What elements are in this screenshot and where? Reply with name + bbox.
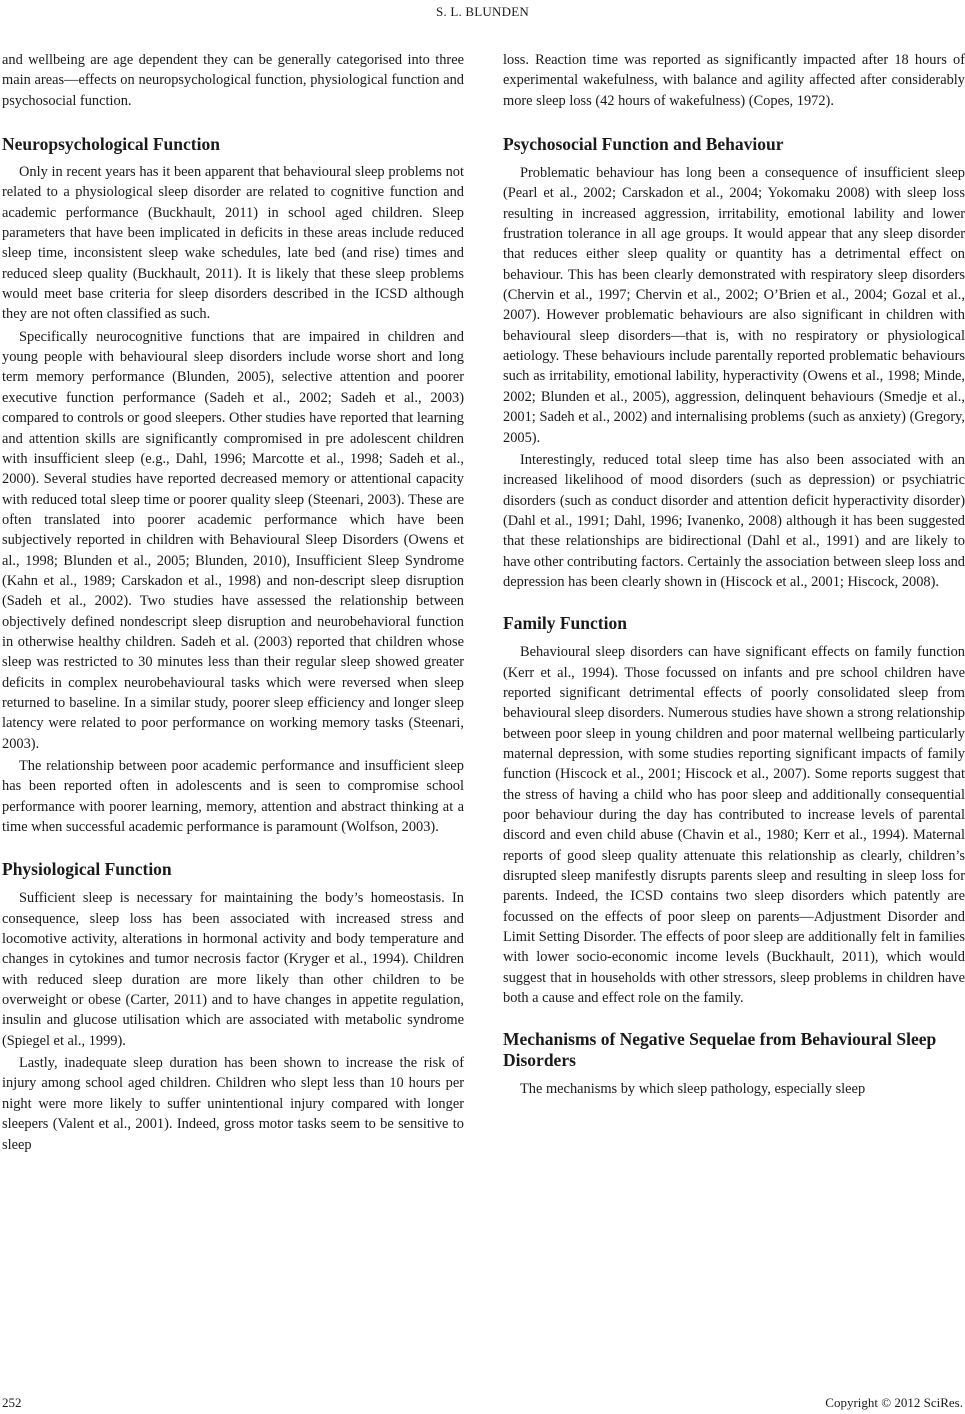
body-paragraph: The relationship between poor academic performance and insufficient sleep has been reported often in adolescents and is seen to compromise school performance with poorer learning, memory, attention and abstract thinking at a time when successful academic performance is paramount (Wolfson, 2003). (2, 758, 464, 836)
body-paragraph: Sufficient sleep is necessary for maintaining the body’s homeostasis. In consequence, sleep loss has been associated with increased stress and locomotive activity, alterations in hormonal activity and body temperature and changes in cytokines and tumor necrosis factor (Kryger et al., 1994). Children with reduced sleep duration are more likely than other children to be overweight or obese (Carter, 2011) and to have changes in appetite regulation, insulin and glucose utilisation which are associated with metabolic syndrome (Spiegel et al., 1999). (2, 890, 464, 1049)
section-heading-mechanisms: Mechanisms of Negative Sequelae from Behavioural Sleep Disorders (503, 1029, 937, 1071)
copyright-notice: Copyright © 2012 SciRes. (825, 1395, 963, 1410)
left-column (2, 50, 464, 1155)
body-paragraph: Interestingly, reduced total sleep time has also been associated with an increased likelihood of mood disorders (such as depression) or psychiatric disorders (such as conduct disorder and attention deficit hyperactivity disorder) (Dahl et al., 1991; Dahl, 1996; Ivanenko, 2008) although it has been suggested that these relationships are bidirectional (Dahl et al., 1991) and are likely to have other contributing factors. Certainly the association between sleep loss and depression has been clearly shown in (Hiscock et al., 2001; Hiscock, 2008). (503, 451, 965, 590)
body-paragraph: The mechanisms by which sleep pathology, especially sleep (520, 1081, 866, 1098)
section-heading-family: Family Function (503, 613, 627, 634)
body-paragraph: Behavioural sleep disorders can have significant effects on family function (Kerr et al., 1994). Those focussed on infants and pre school children have reported significant detrimental effects of poorly consolidated sleep from behavioural sleep disorders. Numerous studies have shown a strong relationship between poor sleep in young children and poor maternal wellbeing particularly maternal depression, with some studies reporting significant impacts of family function (Hiscock et al., 2001; Hiscock et al., 2007). Some reports suggest that the stress of having a child who has poor sleep and additionally consequential poor behaviour during the day has contributed to increase levels of parental discord and even child abuse (Chavin et al., 1980; Kerr et al., 1994). Maternal reports of good sleep quality attenuate this relationship as clearly, children’s disrupted sleep manifestly disrupts parents sleep and resulting in sleep loss for parents. Indeed, the ICSD contains two sleep disorders which patently are focussed on the effects of poor sleep on parents—Adjustment Disorder and Limit Setting Disorder. The effects of poor sleep are additionally felt in families with lower socio-economic income levels (Buckhault, 2011), which would suggest that in households with other stressors, sleep problems in children have both a cause and effect role on the family. (503, 644, 965, 1007)
section-heading-neuropsychological: Neuropsychological Function (2, 134, 220, 155)
running-head: S. L. BLUNDEN (436, 4, 529, 19)
section-heading-psychosocial: Psychosocial Function and Behaviour (503, 134, 784, 155)
continued-paragraph: and wellbeing are age dependent they can be generally categorised into three main areas—effects on neuropsychological function, physiological function and psychosocial function. (2, 52, 464, 109)
body-paragraph: Problematic behaviour has long been a consequence of insufficient sleep (Pearl et al., 2002; Carskadon et al., 2004; Yokomaku 2008) with sleep loss resulting in increased aggression, irritability, emotional lability and lower frustration tolerance in all age groups. It would appear that any sleep disorder that reduces either sleep quality or quantity has a detrimental effect on behaviour. This has been clearly demonstrated with respiratory sleep disorders (Chervin et al., 1997; Chervin et al., 2002; O’Brien et al., 2004; Gozal et al., 2007). However problematic behaviours are also significant in children with behavioural sleep disorders—that is, with no respiratory or physiological aetiology. These behaviours include parentally reported problematic behaviours such as irritability, emotional lability, hyperactivity (Owens et al., 1998; Minde, 2002; Blunden et al., 2005), aggression, delinquent behaviours (Smedje et al., 2001; Sadeh et al., 2002) and internalising problems (such as anxiety) (Gregory, 2005). (503, 165, 965, 446)
right-column (503, 50, 965, 1100)
body-paragraph: Specifically neurocognitive functions that are impaired in children and young people with behavioural sleep disorders include worse short and long term memory performance (Blunden, 2005), selective attention and poorer executive function performance (Sadeh et al., 2002; Sadeh et al., 2003) compared to controls or good sleepers. Other studies have reported that learning and attention skills are significantly compromised in pre adolescent children with insufficient sleep (e.g., Dahl, 1996; Marcotte et al., 1998; Sadeh et al., 2000). Several studies have reported decreased memory or attentional capacity with reduced total sleep time or poorer quality sleep (Steenari, 2003). These are often translated into poorer academic performance which have been subjectively reported in children with Behavioural Sleep Disorders (Owens et al., 1998; Blunden et al., 2005; Blunden, 2010), Insufficient Sleep Syndrome (Kahn et al., 1989; Carskadon et al., 1998) and non-descript sleep disruption (Sadeh et al., 2002). Two studies have assessed the relationship between objectively defined nondescript sleep disruption and neurobehavioral function in otherwise healthy children. Sadeh et al. (2003) reported that children whose sleep was restricted to 30 minutes less than their regular sleep showed greater deficits in complex neurobehavioural tasks which were reversed when sleep returned to baseline. In a similar study, poorer sleep efficiency and longer sleep latency were related to poor performance on working memory tasks (Steenari, 2003). (2, 328, 464, 752)
body-paragraph: Lastly, inadequate sleep duration has been shown to increase the risk of injury among school aged children. Children who slept less than 10 hours per night were more likely to suffer unintentional injury compared with longer sleepers (Valent et al., 2001). Indeed, gross motor tasks seem to be sensitive to sleep (2, 1055, 464, 1153)
continued-paragraph: loss. Reaction time was reported as significantly impacted after 18 hours of experimental wakefulness, with balance and agility affected after considerably more sleep loss (42 hours of wakefulness) (Copes, 1972). (503, 52, 965, 109)
body-paragraph: Only in recent years has it been apparent that behavioural sleep problems not related to a physiological sleep disorder are related to cognitive function and academic performance (Buckhault, 2011) in school aged children. Sleep parameters that have been implicated in deficits in these areas include reduced sleep time, inconsistent sleep wake schedules, late bed (and rise) times and reduced sleep quality (Buckhault, 2011). It is likely that these sleep problems would meet base criteria for sleep disorders described in the ICSD although they are not often classified as such. (2, 164, 464, 323)
page-number: 252 (2, 1395, 22, 1410)
section-heading-physiological: Physiological Function (2, 859, 172, 880)
